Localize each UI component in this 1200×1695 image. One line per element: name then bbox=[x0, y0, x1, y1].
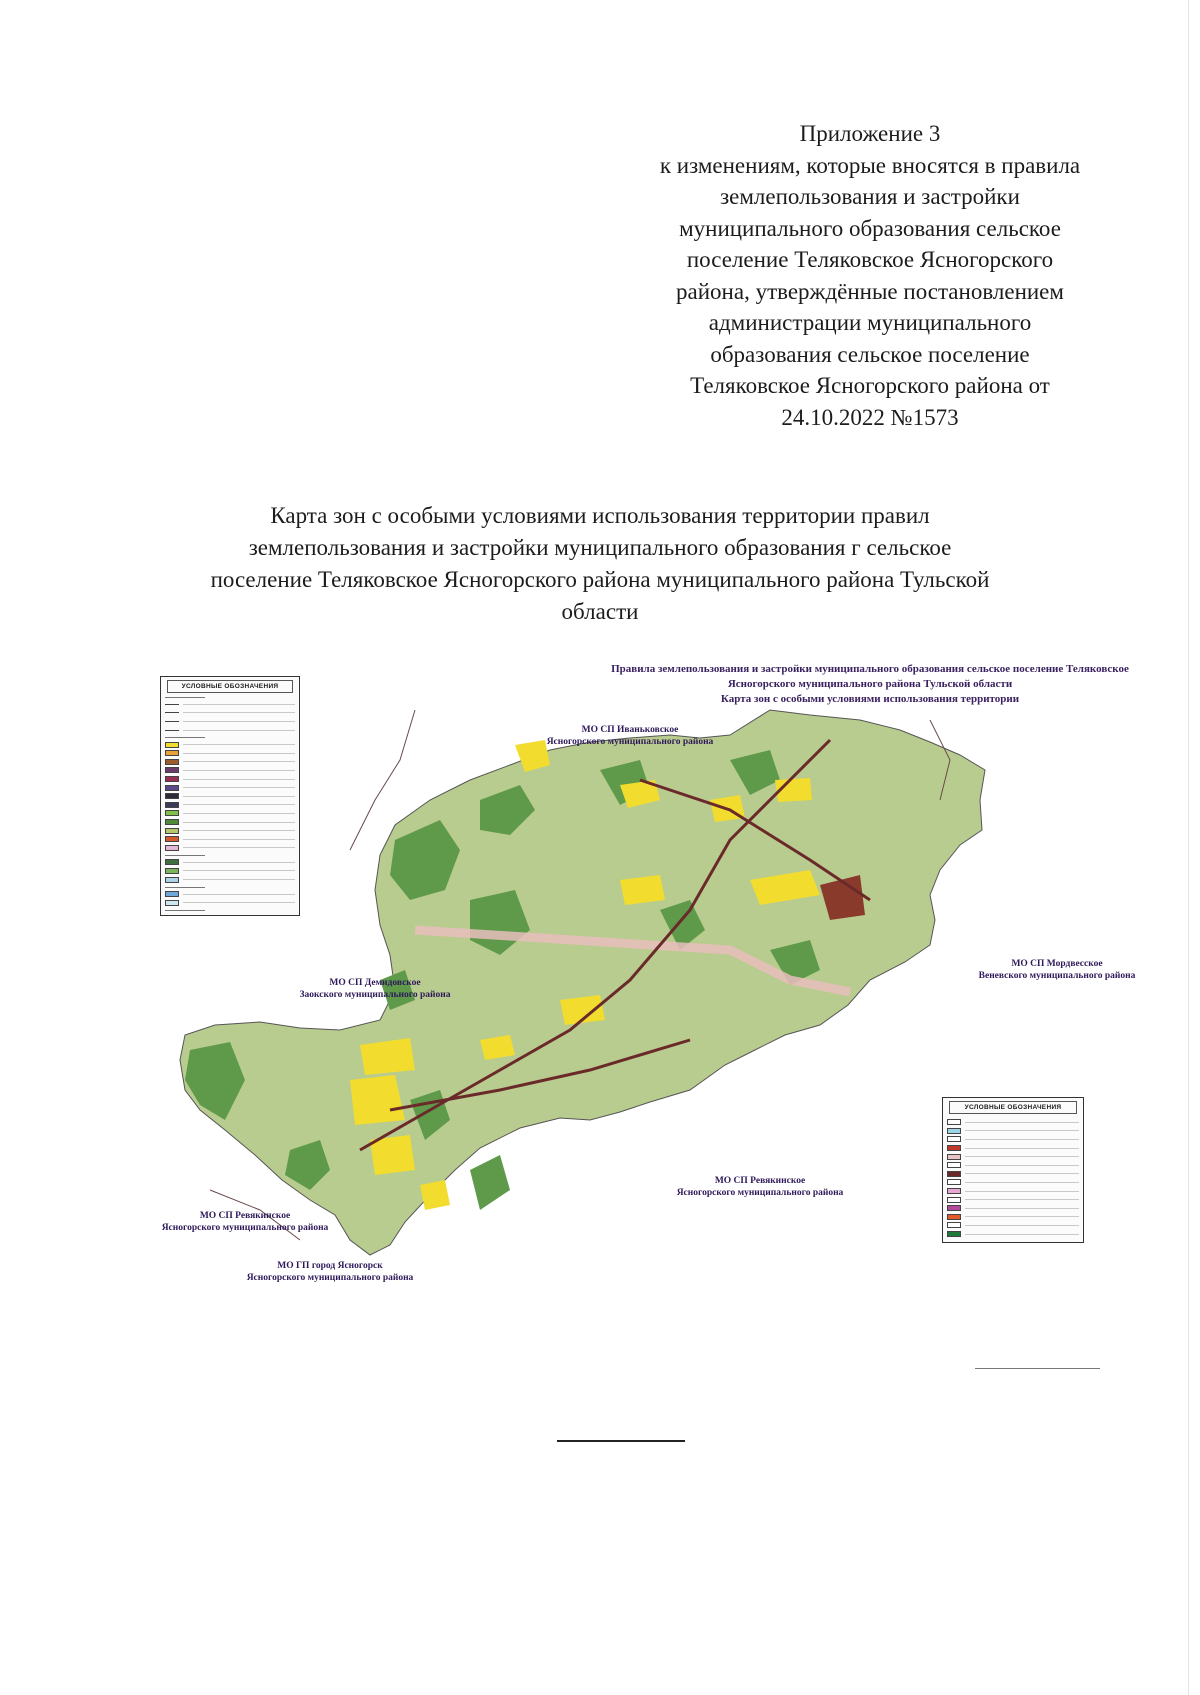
appendix-line: поселение Теляковское Ясногорского bbox=[686, 247, 1054, 272]
label-line: МО СП Мордвесское bbox=[1011, 959, 1103, 969]
label-line: Ясногорского муниципального района bbox=[246, 1273, 414, 1283]
label-revyakinskoe-east bbox=[645, 1175, 875, 1199]
label-line: Ясногорского муниципального района bbox=[546, 737, 714, 747]
label-line: МО ГП город Ясногорск bbox=[277, 1261, 383, 1271]
appendix-line: 24.10.2022 №1573 bbox=[781, 404, 959, 430]
label-revyakinskoe-west bbox=[135, 1210, 355, 1234]
map-heading bbox=[470, 662, 1200, 707]
map-heading-line: Правила землепользования и застройки муниципального образования сельское поселение Теляковское bbox=[611, 663, 1129, 675]
appendix-line: к изменениям, которые вносятся в правила bbox=[659, 152, 1081, 178]
map-heading-line: Карта зон с особыми условиями использования территории bbox=[720, 693, 1020, 705]
legend-secondary bbox=[942, 1097, 1084, 1243]
appendix-line: землепользования и застройки bbox=[720, 184, 1020, 209]
label-line: МО СП Ревякинское bbox=[714, 1176, 806, 1186]
appendix-line: муниципального образования сельское bbox=[679, 215, 1061, 241]
legend-main bbox=[160, 676, 300, 916]
forest-area bbox=[470, 1155, 510, 1210]
label-line: Веневского муниципального района bbox=[978, 971, 1136, 981]
settlement-area bbox=[420, 1180, 450, 1210]
label-line: Ясногорского муниципального района bbox=[676, 1188, 844, 1198]
title-line: поселение Теляковское Ясногорского района муниципального района Тульской bbox=[210, 567, 990, 592]
label-yasnogorsk bbox=[230, 1260, 430, 1284]
label-line: МО СП Ревякинское bbox=[199, 1211, 291, 1221]
label-demidovskoe bbox=[270, 977, 480, 1001]
legend-title: УСЛОВНЫЕ ОБОЗНАЧЕНИЯ bbox=[949, 1101, 1077, 1114]
appendix-line: Теляковское Ясногорского района от bbox=[690, 373, 1050, 398]
title-line: землепользования и застройки муниципального образования г сельское bbox=[248, 535, 952, 560]
title-line: Карта зон с особыми условиями использования территории правил bbox=[270, 503, 930, 528]
footer-divider bbox=[557, 1440, 685, 1442]
title-line: области bbox=[561, 599, 639, 624]
legend-title: УСЛОВНЫЕ ОБОЗНАЧЕНИЯ bbox=[167, 680, 293, 693]
label-line: Заокского муниципального района bbox=[299, 990, 451, 1000]
label-mordvesskoe bbox=[942, 958, 1172, 982]
scale-bar bbox=[975, 1368, 1100, 1369]
appendix-line: района, утверждённые постановлением bbox=[676, 278, 1064, 304]
scan-edge bbox=[1188, 0, 1189, 1695]
label-line: МО СП Демидовское bbox=[329, 978, 421, 988]
appendix-line: Приложение 3 bbox=[799, 121, 941, 146]
label-ivankovskoe bbox=[500, 724, 760, 748]
settlement-area bbox=[620, 875, 665, 905]
appendix-line: администрации муниципального bbox=[708, 310, 1032, 335]
map-heading-line: Ясногорского муниципального района Тульской области bbox=[727, 678, 1013, 690]
document-title bbox=[120, 500, 1080, 628]
appendix-header bbox=[610, 118, 1130, 433]
appendix-line: образования сельское поселение bbox=[710, 341, 1030, 367]
label-line: МО СП Иваньковское bbox=[581, 725, 679, 735]
zoning-map bbox=[161, 650, 1136, 1340]
label-line: Ясногорского муниципального района bbox=[161, 1223, 329, 1233]
